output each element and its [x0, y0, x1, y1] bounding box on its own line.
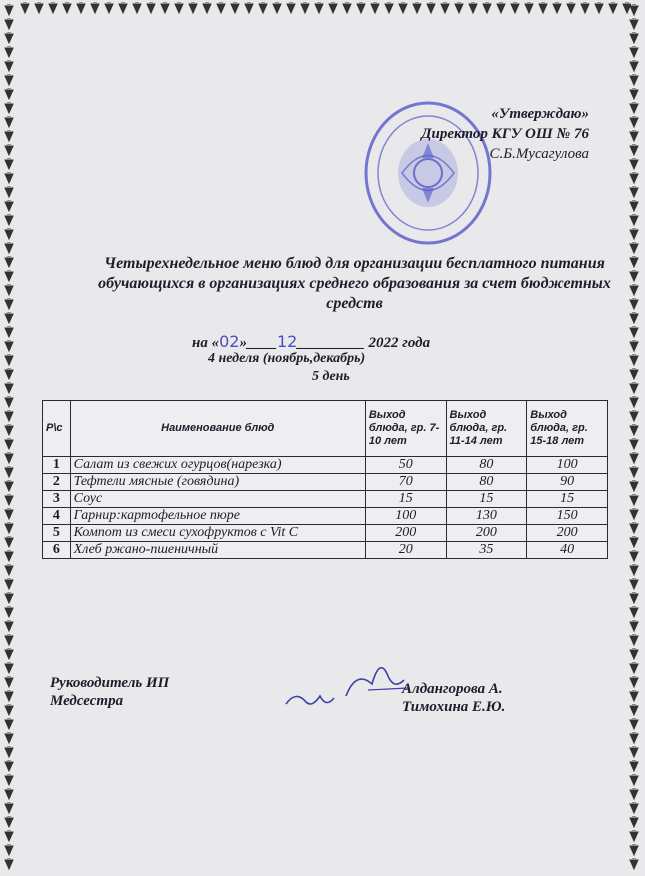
- ornament-icon: [454, 2, 464, 14]
- ornament-icon: [160, 2, 170, 14]
- ornament-icon: [629, 676, 639, 688]
- ornament-icon: [146, 2, 156, 14]
- ornament-icon: [4, 410, 14, 422]
- ornament-icon: [4, 634, 14, 646]
- ornament-icon: [629, 74, 639, 86]
- approval-block: [421, 104, 589, 164]
- ornament-border-right: [627, 0, 643, 876]
- ornament-icon: [4, 326, 14, 338]
- ornament-icon: [4, 256, 14, 268]
- date-prefix: на «: [192, 335, 220, 351]
- ornament-icon: [4, 480, 14, 492]
- ornament-icon: [629, 788, 639, 800]
- ornament-icon: [629, 158, 639, 170]
- ornament-icon: [188, 2, 198, 14]
- row-number: 4: [43, 508, 71, 525]
- ornament-icon: [510, 2, 520, 14]
- ornament-icon: [496, 2, 506, 14]
- ornament-icon: [4, 662, 14, 674]
- ornament-icon: [4, 830, 14, 842]
- ornament-icon: [4, 578, 14, 590]
- row-number: 6: [43, 542, 71, 559]
- ornament-icon: [4, 130, 14, 142]
- header-portion-11-14: Выход блюда, гр. 11-14 лет: [446, 401, 527, 457]
- ornament-icon: [4, 270, 14, 282]
- row-number: 3: [43, 491, 71, 508]
- ornament-icon: [258, 2, 268, 14]
- portion-11-14: 35: [446, 542, 527, 559]
- ornament-icon: [4, 718, 14, 730]
- ornament-icon: [90, 2, 100, 14]
- name-head: Алдангорова А.: [402, 681, 503, 697]
- row-number: 2: [43, 474, 71, 491]
- role-head: Руководитель ИП: [50, 675, 170, 691]
- ornament-icon: [202, 2, 212, 14]
- ornament-icon: [629, 382, 639, 394]
- ornament-icon: [629, 606, 639, 618]
- ornament-icon: [629, 662, 639, 674]
- ornament-icon: [272, 2, 282, 14]
- ornament-icon: [4, 158, 14, 170]
- ornament-icon: [440, 2, 450, 14]
- portion-11-14: 200: [446, 525, 527, 542]
- ornament-icon: [580, 2, 590, 14]
- ornament-icon: [629, 536, 639, 548]
- ornament-icon: [104, 2, 114, 14]
- ornament-icon: [629, 326, 639, 338]
- ornament-icon: [629, 256, 639, 268]
- ornament-icon: [4, 676, 14, 688]
- ornament-icon: [4, 368, 14, 380]
- ornament-icon: [4, 312, 14, 324]
- ornament-icon: [629, 802, 639, 814]
- ornament-border-left: [2, 0, 18, 876]
- ornament-icon: [4, 382, 14, 394]
- ornament-icon: [629, 760, 639, 772]
- ornament-icon: [629, 704, 639, 716]
- dish-name: Тефтели мясные (говядина): [70, 474, 365, 491]
- portion-7-10: 20: [365, 542, 446, 559]
- ornament-icon: [230, 2, 240, 14]
- ornament-icon: [629, 578, 639, 590]
- ornament-icon: [4, 228, 14, 240]
- ornament-icon: [629, 508, 639, 520]
- table-row: [43, 508, 608, 525]
- ornament-icon: [4, 340, 14, 352]
- ornament-icon: [384, 2, 394, 14]
- ornament-icon: [4, 284, 14, 296]
- ornament-icon: [594, 2, 604, 14]
- day-label: 5 день: [312, 369, 350, 384]
- ornament-icon: [4, 18, 14, 30]
- ornament-icon: [629, 116, 639, 128]
- ornament-icon: [4, 466, 14, 478]
- table-row: [43, 542, 608, 559]
- ornament-icon: [629, 32, 639, 44]
- ornament-icon: [48, 2, 58, 14]
- date-sep: »: [239, 335, 247, 351]
- ornament-icon: [468, 2, 478, 14]
- table-row: [43, 491, 608, 508]
- ornament-icon: [398, 2, 408, 14]
- ornament-icon: [4, 564, 14, 576]
- ornament-icon: [538, 2, 548, 14]
- ornament-icon: [552, 2, 562, 14]
- week-label: 4 неделя (ноябрь,декабрь): [208, 351, 366, 366]
- ornament-icon: [629, 494, 639, 506]
- menu-table: [42, 400, 608, 559]
- ornament-icon: [356, 2, 366, 14]
- ornament-icon: [629, 144, 639, 156]
- portion-7-10: 50: [365, 457, 446, 474]
- portion-7-10: 100: [365, 508, 446, 525]
- dish-name: Хлеб ржано-пшеничный: [70, 542, 365, 559]
- ornament-icon: [629, 746, 639, 758]
- portion-11-14: 80: [446, 474, 527, 491]
- ornament-icon: [4, 536, 14, 548]
- ornament-icon: [629, 214, 639, 226]
- ornament-icon: [62, 2, 72, 14]
- ornament-icon: [4, 144, 14, 156]
- ornament-icon: [4, 60, 14, 72]
- portion-7-10: 70: [365, 474, 446, 491]
- header-portion-15-18: Выход блюда, гр. 15-18 лет: [527, 401, 608, 457]
- ornament-icon: [4, 690, 14, 702]
- ornament-icon: [4, 858, 14, 870]
- ornament-icon: [629, 480, 639, 492]
- ornament-icon: [4, 746, 14, 758]
- ornament-icon: [370, 2, 380, 14]
- ornament-icon: [4, 648, 14, 660]
- ornament-icon: [4, 88, 14, 100]
- table-row: [43, 474, 608, 491]
- ornament-icon: [629, 18, 639, 30]
- ornament-icon: [4, 494, 14, 506]
- ornament-icon: [629, 200, 639, 212]
- ornament-icon: [629, 186, 639, 198]
- ornament-icon: [4, 116, 14, 128]
- ornament-icon: [76, 2, 86, 14]
- ornament-icon: [4, 592, 14, 604]
- ornament-icon: [629, 634, 639, 646]
- role-nurse: Медсестра: [50, 693, 124, 709]
- signature-names: [402, 680, 505, 716]
- ornament-icon: [629, 270, 639, 282]
- ornament-icon: [4, 172, 14, 184]
- ornament-icon: [314, 2, 324, 14]
- ornament-icon: [4, 298, 14, 310]
- ornament-icon: [629, 424, 639, 436]
- ornament-icon: [4, 102, 14, 114]
- ornament-icon: [629, 410, 639, 422]
- ornament-icon: [524, 2, 534, 14]
- ornament-icon: [216, 2, 226, 14]
- ornament-icon: [4, 354, 14, 366]
- ornament-icon: [629, 396, 639, 408]
- ornament-icon: [629, 130, 639, 142]
- ornament-icon: [4, 200, 14, 212]
- name-nurse: Тимохина Е.Ю.: [402, 699, 506, 715]
- ornament-icon: [482, 2, 492, 14]
- ornament-icon: [629, 88, 639, 100]
- ornament-icon: [629, 228, 639, 240]
- portion-15-18: 15: [527, 491, 608, 508]
- ornament-icon: [629, 732, 639, 744]
- dish-name: Салат из свежих огурцов(нарезка): [70, 457, 365, 474]
- portion-11-14: 80: [446, 457, 527, 474]
- portion-15-18: 150: [527, 508, 608, 525]
- ornament-icon: [629, 592, 639, 604]
- table-header-row: [43, 401, 608, 457]
- ornament-icon: [286, 2, 296, 14]
- ornament-icon: [4, 4, 14, 16]
- ornament-icon: [629, 466, 639, 478]
- document-page: [22, 18, 625, 868]
- row-number: 5: [43, 525, 71, 542]
- ornament-icon: [4, 74, 14, 86]
- ornament-icon: [629, 340, 639, 352]
- ornament-icon: [4, 732, 14, 744]
- portion-15-18: 100: [527, 457, 608, 474]
- ornament-icon: [629, 522, 639, 534]
- ornament-icon: [4, 620, 14, 632]
- ornament-icon: [412, 2, 422, 14]
- portion-15-18: 40: [527, 542, 608, 559]
- date-line: на «02»____12_________ 2022 года: [192, 332, 431, 351]
- ornament-icon: [4, 186, 14, 198]
- ornament-icon: [566, 2, 576, 14]
- ornament-icon: [4, 606, 14, 618]
- ornament-icon: [118, 2, 128, 14]
- header-dish-name: Наименование блюд: [70, 401, 365, 457]
- ornament-icon: [629, 844, 639, 856]
- ornament-icon: [4, 438, 14, 450]
- date-month: 12: [276, 332, 298, 351]
- ornament-icon: [132, 2, 142, 14]
- portion-11-14: 130: [446, 508, 527, 525]
- date-year: 2022 года: [368, 335, 431, 351]
- approval-line-2: Директор КГУ ОШ № 76: [421, 126, 589, 142]
- ornament-icon: [4, 424, 14, 436]
- ornament-icon: [629, 312, 639, 324]
- dish-name: Гарнир:картофельное пюре: [70, 508, 365, 525]
- ornament-icon: [244, 2, 254, 14]
- ornament-icon: [608, 2, 618, 14]
- ornament-icon: [342, 2, 352, 14]
- header-number: Р\с: [43, 401, 71, 457]
- ornament-icon: [4, 802, 14, 814]
- ornament-icon: [4, 522, 14, 534]
- ornament-icon: [328, 2, 338, 14]
- ornament-icon: [629, 46, 639, 58]
- table-row: [43, 457, 608, 474]
- ornament-icon: [4, 844, 14, 856]
- ornament-border-top: [14, 0, 631, 16]
- approval-director-name: С.Б.Мусагулова: [489, 146, 589, 162]
- ornament-icon: [4, 550, 14, 562]
- ornament-icon: [20, 2, 30, 14]
- dish-name: Соус: [70, 491, 365, 508]
- ornament-icon: [174, 2, 184, 14]
- ornament-icon: [629, 60, 639, 72]
- ornament-icon: [629, 816, 639, 828]
- portion-11-14: 15: [446, 491, 527, 508]
- ornament-icon: [4, 396, 14, 408]
- ornament-icon: [34, 2, 44, 14]
- ornament-icon: [622, 2, 631, 14]
- ornament-icon: [629, 354, 639, 366]
- ornament-icon: [4, 214, 14, 226]
- handwritten-signature-icon: [276, 646, 416, 726]
- ornament-icon: [629, 242, 639, 254]
- ornament-icon: [629, 648, 639, 660]
- ornament-icon: [629, 830, 639, 842]
- portion-15-18: 90: [527, 474, 608, 491]
- portion-7-10: 15: [365, 491, 446, 508]
- ornament-icon: [629, 620, 639, 632]
- ornament-icon: [4, 452, 14, 464]
- ornament-icon: [629, 774, 639, 786]
- ornament-icon: [629, 690, 639, 702]
- ornament-icon: [629, 368, 639, 380]
- ornament-icon: [4, 32, 14, 44]
- approval-line-1: «Утверждаю»: [491, 106, 589, 122]
- ornament-icon: [4, 788, 14, 800]
- ornament-icon: [4, 242, 14, 254]
- ornament-icon: [629, 564, 639, 576]
- ornament-icon: [629, 452, 639, 464]
- header-portion-7-10: Выход блюда, гр. 7-10 лет: [365, 401, 446, 457]
- ornament-icon: [426, 2, 436, 14]
- ornament-icon: [629, 172, 639, 184]
- ornament-icon: [4, 760, 14, 772]
- portion-7-10: 200: [365, 525, 446, 542]
- ornament-icon: [629, 102, 639, 114]
- ornament-icon: [4, 704, 14, 716]
- ornament-icon: [629, 298, 639, 310]
- date-day: 02: [219, 332, 240, 351]
- ornament-icon: [629, 858, 639, 870]
- table-row: [43, 525, 608, 542]
- row-number: 1: [43, 457, 71, 474]
- portion-15-18: 200: [527, 525, 608, 542]
- ornament-icon: [629, 550, 639, 562]
- ornament-icon: [4, 774, 14, 786]
- document-title: Четырехнедельное меню блюд для организации бесплатного питания обучающихся в организациях среднего образования за счет бюджетных средств: [98, 255, 611, 312]
- ornament-icon: [4, 816, 14, 828]
- dish-name: Компот из смеси сухофруктов с Vit C: [70, 525, 365, 542]
- ornament-icon: [629, 718, 639, 730]
- ornament-icon: [4, 46, 14, 58]
- ornament-icon: [4, 508, 14, 520]
- ornament-icon: [629, 284, 639, 296]
- ornament-icon: [300, 2, 310, 14]
- signature-roles: [50, 674, 169, 710]
- ornament-icon: [629, 438, 639, 450]
